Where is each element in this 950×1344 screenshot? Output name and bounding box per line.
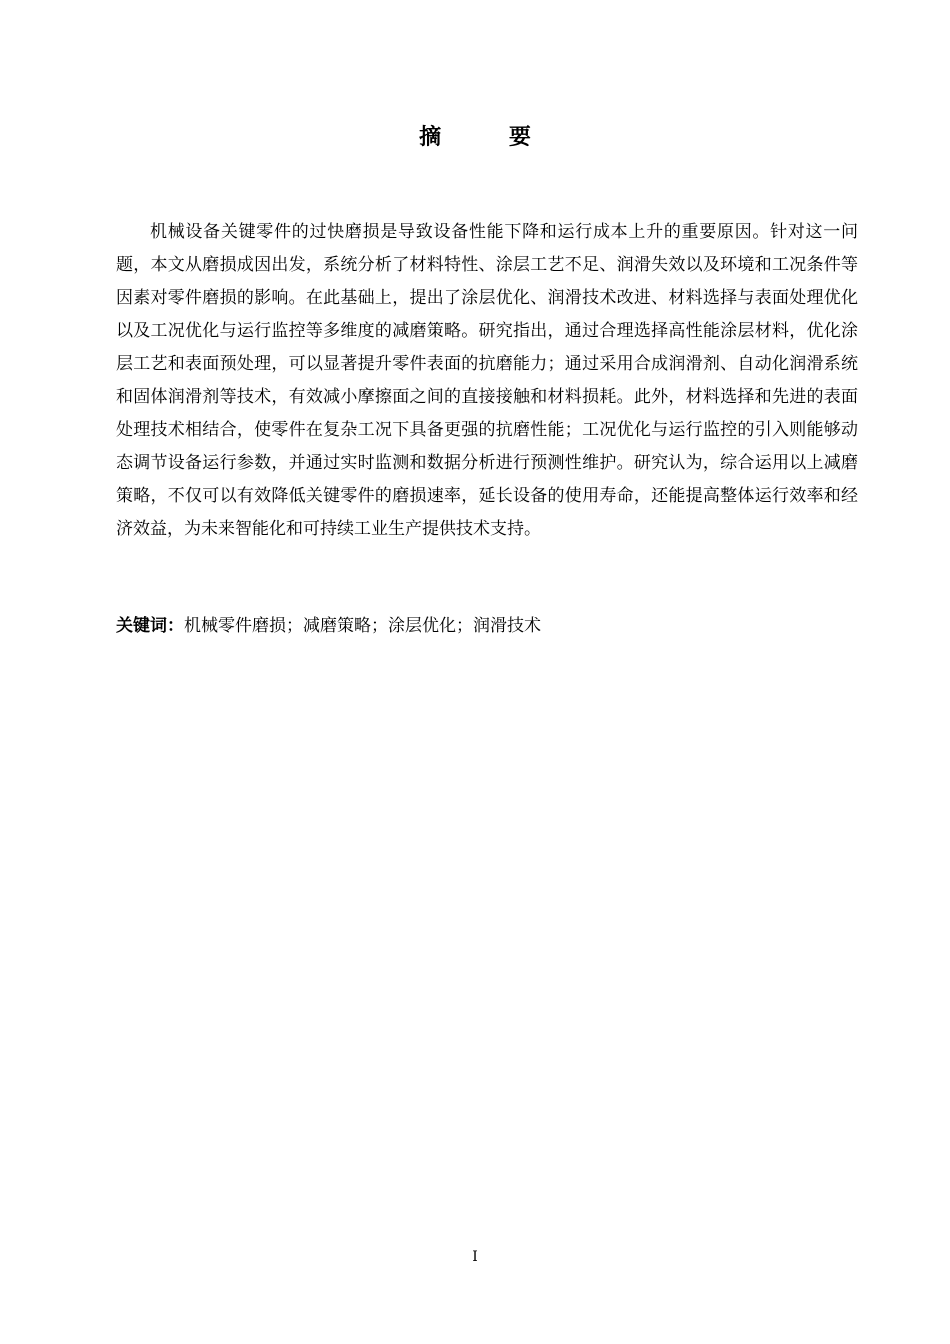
page-title: 摘 要 [419,125,561,150]
abstract-paragraph: 机械设备关键零件的过快磨损是导致设备性能下降和运行成本上升的重要原因。针对这一问题，本文从磨损成因出发，系统分析了材料特性、涂层工艺不足、润滑失效以及环境和工况条件等因素对零件磨损的影响。在此基础上，提出了涂层优化、润滑技术改进、材料选择与表面处理优化以及工况优化与运行监控等多维度的减磨策略。研究指出，通过合理选择高性能涂层材料，优化涂层工艺和表面预处理，可以显著提升零件表面的抗磨能力；通过采用合成润滑剂、自动化润滑系统和固体润滑剂等技术，有效减小摩擦面之间的直接接触和材料损耗。此外，材料选择和先进的表面处理技术相结合，使零件在复杂工况下具备更强的抗磨性能；工况优化与运行监控的引入则能够动态调节设备运行参数，并通过实时监测和数据分析进行预测性维护。研究认为，综合运用以上减磨策略，不仅可以有效降低关键零件的磨损速率，延长设备的使用寿命，还能提高整体运行效率和经济效益，为未来智能化和可持续工业生产提供技术支持。 [116,222,858,539]
keywords-line [116,611,858,641]
keywords-label: 关键词： [116,616,184,636]
keywords-text: 机械零件磨损；减磨策略；涂层优化；润滑技术 [184,616,541,636]
page-number: I [472,1249,478,1265]
